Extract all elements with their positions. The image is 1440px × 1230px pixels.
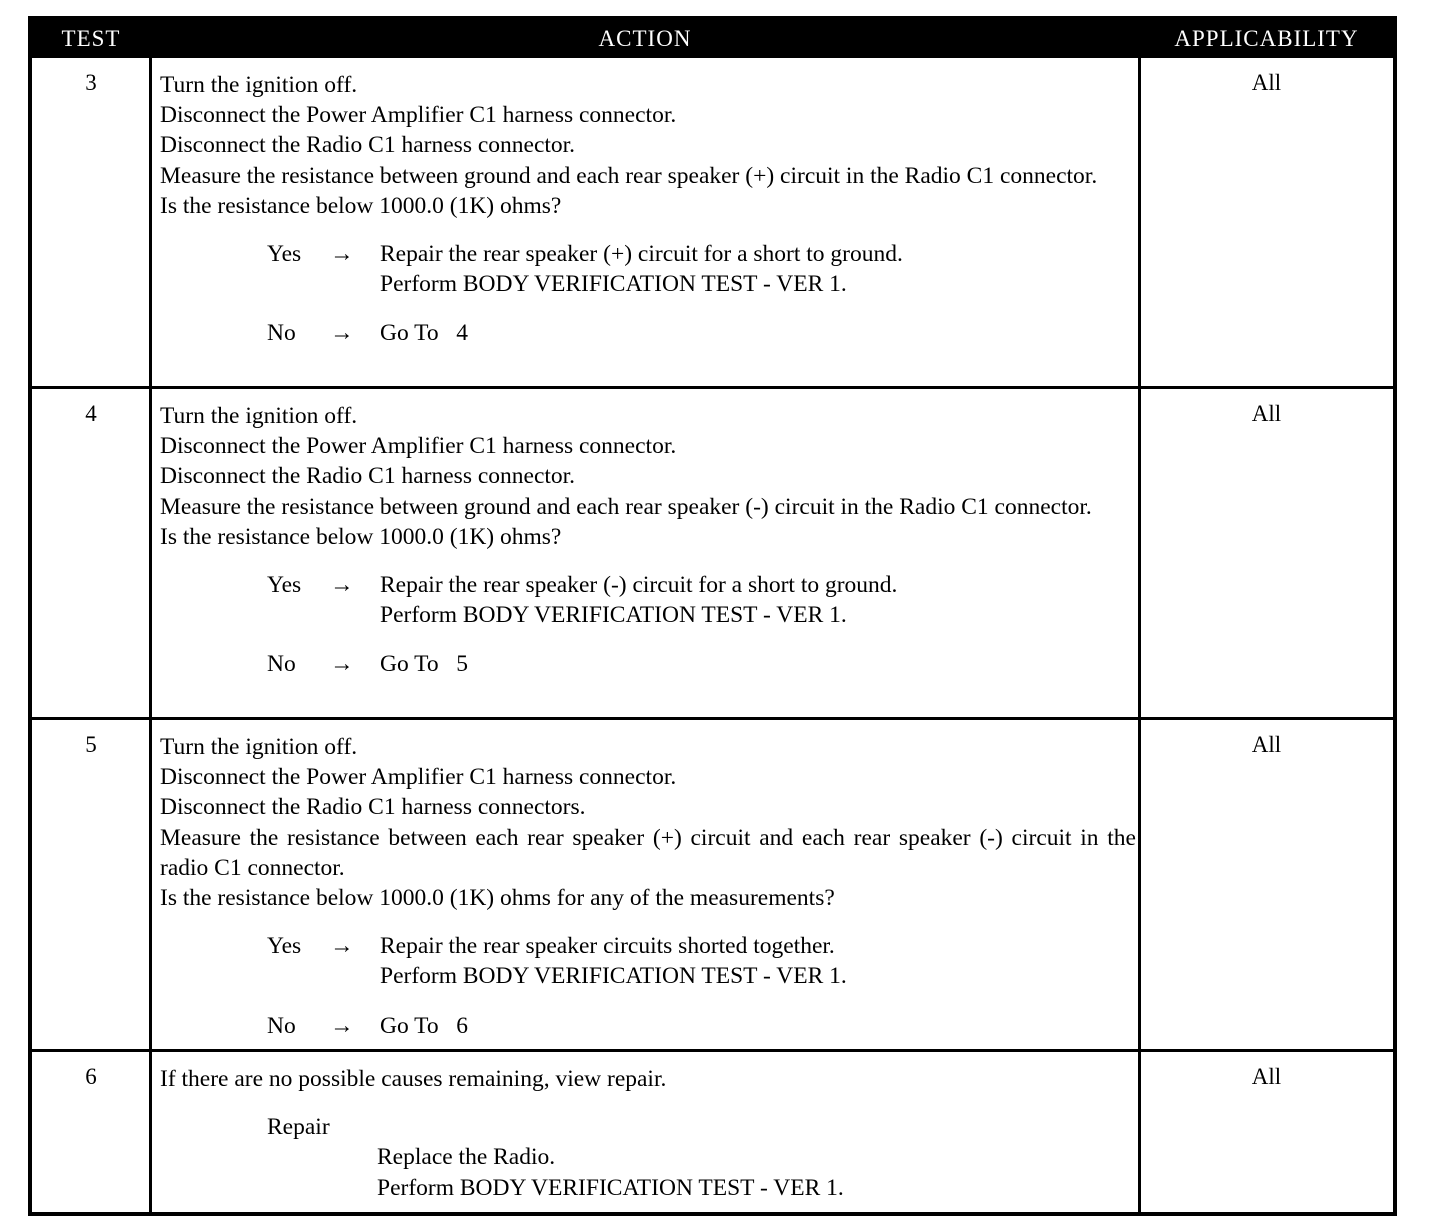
yes-result [160,931,1136,961]
action-cell [160,732,1136,1041]
action-cell [160,401,1136,680]
no-label: No [267,320,296,347]
test-number: 6 [85,1064,97,1089]
action-step: Disconnect the Power Amplifier C1 harness connector. [160,102,677,129]
test-row-4 [32,389,1393,717]
yes-result-continued [160,269,1136,299]
action-step: Turn the ignition off. [160,72,358,98]
action-step: If there are no possible causes remaining, view repair. [160,1066,667,1092]
right-arrow-icon: → [330,933,354,960]
action-step: Is the resistance below 1000.0 (1K) ohms? [160,192,562,219]
action-step: Turn the ignition off. [160,403,358,429]
go-to-step: Go To 5 [380,651,469,678]
right-arrow-icon: → [330,320,354,347]
action-step: Disconnect the Radio C1 harness connectors. [160,794,586,821]
yes-result [160,239,1136,269]
table-header [32,20,1393,58]
repair-step: Replace the Radio. [377,1144,556,1171]
action-step: Disconnect the Radio C1 harness connector. [160,132,576,159]
no-label: No [267,1012,296,1039]
action-cell [160,70,1136,349]
yes-action: Repair the rear speaker (+) circuit for a short to ground. [380,241,903,268]
action-step: Measure the resistance between ground and each rear speaker (-) circuit in the Radio C1 connector. [160,493,1092,520]
right-arrow-icon: → [330,241,354,268]
yes-label: Yes [267,933,302,960]
action-step: Disconnect the Power Amplifier C1 harness connector. [160,764,677,791]
action-step: Is the resistance below 1000.0 (1K) ohms for any of the measurements? [160,885,835,912]
yes-result [160,570,1136,600]
verification-step: Perform BODY VERIFICATION TEST - VER 1. [380,963,847,990]
no-result [160,649,1136,679]
yes-action: Repair the rear speaker (-) circuit for a short to ground. [380,572,898,599]
test-number: 3 [85,70,97,95]
diagnostic-table [28,16,1397,1216]
yes-result-continued [160,600,1136,630]
no-label: No [267,651,296,678]
yes-action: Repair the rear speaker circuits shorted together. [380,933,835,960]
applicability-value: All [1251,732,1282,757]
action-step: Turn the ignition off. [160,734,358,760]
yes-result-continued [160,961,1136,991]
test-row-3 [32,58,1393,386]
no-result [160,318,1136,348]
right-arrow-icon: → [330,651,354,678]
repair-label: Repair [267,1114,330,1141]
test-row-5 [32,720,1393,1049]
applicability-value: All [1251,401,1282,426]
right-arrow-icon: → [330,572,354,599]
applicability-value: All [1251,1064,1282,1089]
action-step: Disconnect the Power Amplifier C1 harness connector. [160,433,677,460]
header-action: ACTION [598,26,692,51]
applicability-value: All [1251,70,1282,95]
test-number: 5 [85,732,97,757]
action-step: Measure the resistance between each rear speaker (+) circuit and each rear speaker (-) circuit in the radio C1 connector. [160,824,1136,881]
action-cell [160,1064,1136,1203]
test-row-6 [32,1052,1393,1212]
action-step: Measure the resistance between ground and each rear speaker (+) circuit in the Radio C1 connector. [160,162,1098,189]
test-number: 4 [85,401,97,426]
yes-label: Yes [267,572,302,599]
header-test: TEST [61,26,121,51]
verification-step: Perform BODY VERIFICATION TEST - VER 1. [380,602,847,629]
header-applicability: APPLICABILITY [1174,26,1359,51]
action-step: Is the resistance below 1000.0 (1K) ohms? [160,523,562,550]
no-result [160,1011,1136,1041]
verification-step: Perform BODY VERIFICATION TEST - VER 1. [380,271,847,298]
action-step: Disconnect the Radio C1 harness connector. [160,463,576,490]
repair-step: Perform BODY VERIFICATION TEST - VER 1. [377,1174,844,1201]
right-arrow-icon: → [330,1012,354,1039]
go-to-step: Go To 6 [380,1012,469,1039]
go-to-step: Go To 4 [380,320,469,347]
yes-label: Yes [267,241,302,268]
